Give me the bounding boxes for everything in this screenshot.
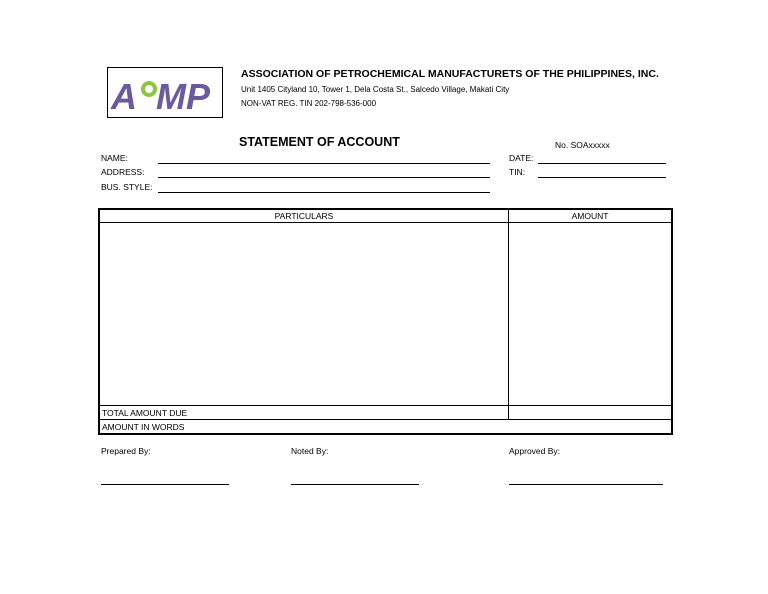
- approved-by-label: Approved By:: [509, 446, 561, 456]
- bus-style-label: BUS. STYLE:: [101, 182, 153, 192]
- noted-by-line[interactable]: [291, 484, 419, 485]
- soa-number: No. SOAxxxxx: [555, 140, 610, 150]
- name-field[interactable]: [158, 163, 490, 164]
- page-title: STATEMENT OF ACCOUNT: [239, 135, 400, 149]
- prepared-by-label: Prepared By:: [101, 446, 151, 456]
- address-field[interactable]: [158, 177, 490, 178]
- tin-label: TIN:: [509, 167, 526, 177]
- noted-by-label: Noted By:: [291, 446, 329, 456]
- logo-graphic: [108, 68, 222, 117]
- bus-style-field[interactable]: [158, 192, 490, 193]
- particulars-cell[interactable]: [99, 223, 509, 406]
- org-name: ASSOCIATION OF PETROCHEMICAL MANUFACTURETS OF THE PHILIPPINES, INC.: [241, 68, 659, 80]
- total-value-cell[interactable]: [509, 406, 673, 420]
- table-body-row: [99, 223, 672, 406]
- org-tin: NON-VAT REG. TIN 202-798-536-000: [241, 99, 377, 108]
- total-label: TOTAL AMOUNT DUE: [99, 406, 509, 420]
- prepared-by-line[interactable]: [101, 484, 229, 485]
- table-header-row: [99, 209, 672, 223]
- approved-by-line[interactable]: [509, 484, 663, 485]
- logo: [107, 67, 223, 118]
- words-row: [99, 420, 672, 435]
- amount-cell[interactable]: [509, 223, 673, 406]
- address-label: ADDRESS:: [101, 167, 145, 177]
- particulars-table: [98, 208, 673, 435]
- amount-header: AMOUNT: [509, 209, 673, 223]
- svg-text:MP: MP: [156, 76, 210, 117]
- amount-in-words-label: AMOUNT IN WORDS: [99, 420, 672, 435]
- name-label: NAME:: [101, 153, 128, 163]
- total-row: [99, 406, 672, 420]
- svg-text:A: A: [111, 76, 137, 117]
- date-label: DATE:: [509, 153, 534, 163]
- tin-field[interactable]: [538, 177, 666, 178]
- date-field[interactable]: [538, 163, 666, 164]
- org-address: Unit 1405 Cityland 10, Tower 1, Dela Costa St., Salcedo Village, Makati City: [241, 85, 510, 94]
- particulars-header: PARTICULARS: [99, 209, 509, 223]
